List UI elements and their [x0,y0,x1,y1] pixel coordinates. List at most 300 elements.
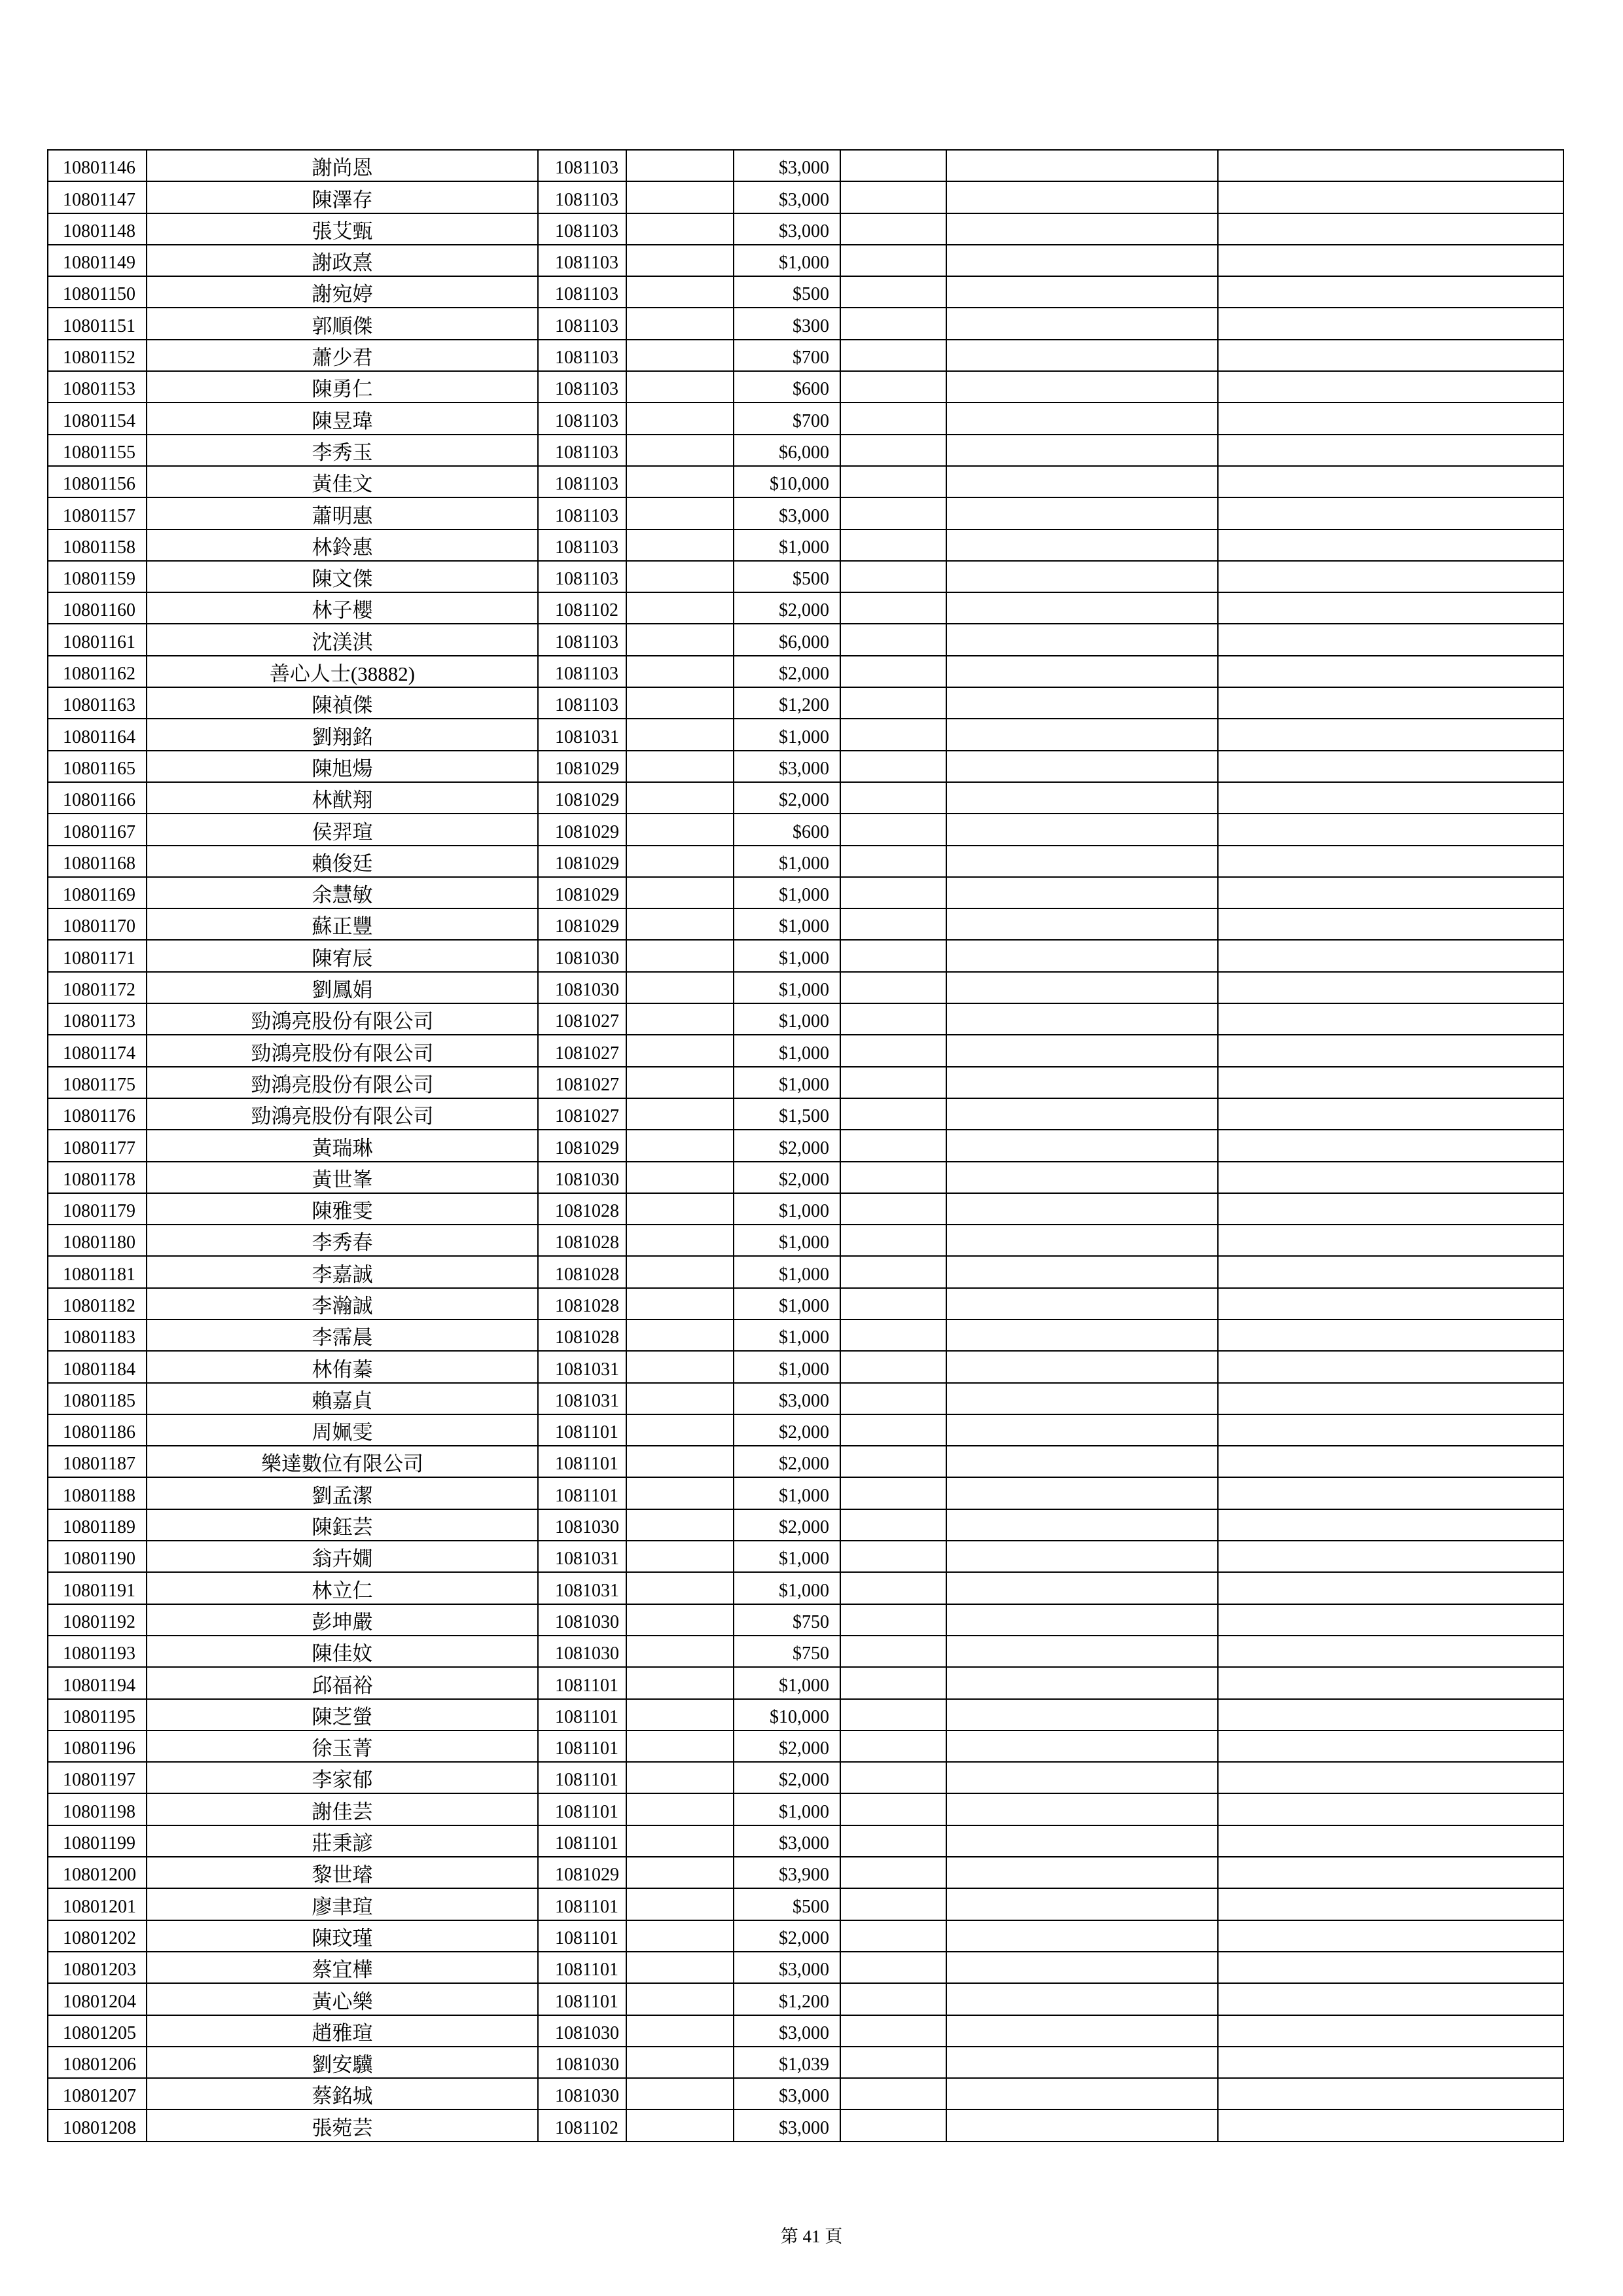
blank-cell [947,308,1219,340]
blank-cell [841,688,947,719]
blank-cell [947,498,1219,529]
name-cell: 黃佳文 [147,467,539,498]
amount-cell: $1,000 [734,973,841,1004]
date-cell: 1081101 [539,1478,627,1509]
record-id-cell: 10801192 [48,1605,147,1636]
blank-cell [841,751,947,783]
blank-cell [1219,1035,1564,1067]
date-cell: 1081029 [539,909,627,941]
blank-cell [627,2079,734,2110]
blank-cell [627,340,734,372]
table-row [48,1225,1564,1257]
blank-cell [841,182,947,213]
blank-cell [947,245,1219,277]
record-id-cell: 10801163 [48,688,147,719]
blank-cell [947,1415,1219,1446]
blank-cell [627,1415,734,1446]
table-row [48,530,1564,562]
blank-cell [947,1605,1219,1636]
blank-cell [1219,1984,1564,2015]
table-row [48,1857,1564,1889]
date-cell: 1081028 [539,1225,627,1257]
blank-cell [841,1352,947,1383]
amount-cell: $500 [734,562,841,593]
blank-cell [1219,1162,1564,1194]
table-row [48,308,1564,340]
table-row [48,2079,1564,2110]
amount-cell: $3,000 [734,1384,841,1415]
amount-cell: $1,000 [734,1225,841,1257]
amount-cell: $1,000 [734,878,841,909]
record-id-cell: 10801181 [48,1257,147,1288]
blank-cell [947,1700,1219,1731]
table-row [48,1384,1564,1415]
table-row [48,1541,1564,1573]
record-id-cell: 10801199 [48,1826,147,1857]
amount-cell: $1,000 [734,1035,841,1067]
blank-cell [841,624,947,656]
date-cell: 1081103 [539,403,627,435]
blank-cell [1219,1636,1564,1668]
amount-cell: $300 [734,308,841,340]
blank-cell [841,1510,947,1541]
date-cell: 1081027 [539,1067,627,1099]
blank-cell [841,1004,947,1035]
amount-cell: $600 [734,814,841,846]
date-cell: 1081103 [539,182,627,213]
blank-cell [627,1921,734,1952]
blank-cell [627,1889,734,1920]
blank-cell [1219,1921,1564,1952]
table-row [48,1984,1564,2015]
table-row [48,624,1564,656]
blank-cell [947,656,1219,688]
blank-cell [1219,783,1564,814]
record-id-cell: 10801183 [48,1320,147,1352]
blank-cell [947,340,1219,372]
table-row [48,1700,1564,1731]
amount-cell: $1,000 [734,1320,841,1352]
blank-cell [841,1478,947,1509]
record-id-cell: 10801157 [48,498,147,529]
name-cell: 林鈴惠 [147,530,539,562]
table-row [48,719,1564,751]
table-row [48,2016,1564,2047]
blank-cell [947,1257,1219,1288]
blank-cell [627,1541,734,1573]
name-cell: 陳鈺芸 [147,1510,539,1541]
blank-cell [1219,182,1564,213]
blank-cell [947,1320,1219,1352]
blank-cell [841,1636,947,1668]
blank-cell [627,593,734,624]
record-id-cell: 10801170 [48,909,147,941]
name-cell: 廖聿瑄 [147,1889,539,1920]
date-cell: 1081101 [539,1921,627,1952]
blank-cell [627,308,734,340]
date-cell: 1081028 [539,1194,627,1225]
blank-cell [841,435,947,467]
blank-cell [1219,530,1564,562]
amount-cell: $3,900 [734,1857,841,1889]
blank-cell [841,1130,947,1162]
date-cell: 1081030 [539,1162,627,1194]
table-row [48,656,1564,688]
name-cell: 趙雅瑄 [147,2016,539,2047]
blank-cell [841,214,947,245]
blank-cell [947,1952,1219,1984]
record-id-cell: 10801160 [48,593,147,624]
name-cell: 李秀玉 [147,435,539,467]
table-row [48,1636,1564,1668]
amount-cell: $3,000 [734,151,841,182]
blank-cell [947,1384,1219,1415]
blank-cell [627,1320,734,1352]
blank-cell [841,1573,947,1604]
blank-cell [1219,403,1564,435]
date-cell: 1081103 [539,277,627,308]
blank-cell [1219,1257,1564,1288]
blank-cell [947,1984,1219,2015]
blank-cell [1219,151,1564,182]
blank-cell [627,688,734,719]
record-id-cell: 10801168 [48,846,147,878]
amount-cell: $700 [734,340,841,372]
blank-cell [947,1478,1219,1509]
name-cell: 陳昱瑋 [147,403,539,435]
name-cell: 周姵雯 [147,1415,539,1446]
blank-cell [627,1952,734,1984]
blank-cell [1219,1099,1564,1130]
blank-cell [1219,719,1564,751]
amount-cell: $2,000 [734,1415,841,1446]
date-cell: 1081029 [539,1130,627,1162]
record-id-cell: 10801156 [48,467,147,498]
blank-cell [947,1573,1219,1604]
amount-cell: $1,000 [734,719,841,751]
blank-cell [947,941,1219,972]
name-cell: 陳文傑 [147,562,539,593]
blank-cell [627,1636,734,1668]
name-cell: 李嘉誠 [147,1257,539,1288]
blank-cell [627,2016,734,2047]
blank-cell [1219,245,1564,277]
blank-cell [947,1541,1219,1573]
date-cell: 1081028 [539,1320,627,1352]
blank-cell [627,1510,734,1541]
table-row [48,1731,1564,1763]
blank-cell [627,783,734,814]
record-id-cell: 10801150 [48,277,147,308]
blank-cell [1219,814,1564,846]
blank-cell [627,941,734,972]
blank-cell [841,1605,947,1636]
table-row [48,1826,1564,1857]
table-row [48,1099,1564,1130]
amount-cell: $1,000 [734,245,841,277]
table-row [48,814,1564,846]
table-row [48,846,1564,878]
record-id-cell: 10801179 [48,1194,147,1225]
name-cell: 樂達數位有限公司 [147,1446,539,1478]
blank-cell [841,2047,947,2079]
name-cell: 林猷翔 [147,783,539,814]
blank-cell [841,340,947,372]
date-cell: 1081103 [539,372,627,403]
amount-cell: $1,200 [734,688,841,719]
table-row [48,1952,1564,1984]
name-cell: 莊秉諺 [147,1826,539,1857]
blank-cell [947,372,1219,403]
date-cell: 1081030 [539,941,627,972]
blank-cell [627,719,734,751]
record-id-cell: 10801208 [48,2110,147,2142]
date-cell: 1081103 [539,688,627,719]
blank-cell [841,1763,947,1794]
name-cell: 劉鳳娟 [147,973,539,1004]
blank-cell [841,1826,947,1857]
name-cell: 黎世璿 [147,1857,539,1889]
blank-cell [841,909,947,941]
name-cell: 謝宛婷 [147,277,539,308]
name-cell: 李瀚誠 [147,1289,539,1320]
blank-cell [841,973,947,1004]
record-id-cell: 10801167 [48,814,147,846]
date-cell: 1081103 [539,562,627,593]
table-row [48,1194,1564,1225]
date-cell: 1081029 [539,751,627,783]
table-row [48,1794,1564,1825]
date-cell: 1081103 [539,624,627,656]
table-row [48,1921,1564,1952]
record-id-cell: 10801194 [48,1668,147,1699]
blank-cell [841,1225,947,1257]
blank-cell [1219,909,1564,941]
name-cell: 勁鴻亮股份有限公司 [147,1035,539,1067]
name-cell: 謝政熹 [147,245,539,277]
table-row [48,593,1564,624]
blank-cell [947,973,1219,1004]
name-cell: 邱福裕 [147,1668,539,1699]
blank-cell [947,1668,1219,1699]
table-row [48,688,1564,719]
blank-cell [947,1162,1219,1194]
blank-cell [1219,1826,1564,1857]
blank-cell [947,214,1219,245]
blank-cell [947,1794,1219,1825]
record-id-cell: 10801185 [48,1384,147,1415]
name-cell: 勁鴻亮股份有限公司 [147,1067,539,1099]
blank-cell [841,1289,947,1320]
blank-cell [841,1320,947,1352]
blank-cell [627,1067,734,1099]
amount-cell: $1,000 [734,1573,841,1604]
record-id-cell: 10801188 [48,1478,147,1509]
table-row [48,562,1564,593]
name-cell: 賴嘉貞 [147,1384,539,1415]
blank-cell [841,1541,947,1573]
blank-cell [947,593,1219,624]
date-cell: 1081101 [539,1763,627,1794]
blank-cell [1219,1067,1564,1099]
blank-cell [627,1984,734,2015]
blank-cell [947,2047,1219,2079]
amount-cell: $2,000 [734,1130,841,1162]
blank-cell [1219,308,1564,340]
record-id-cell: 10801180 [48,1225,147,1257]
blank-cell [627,1130,734,1162]
blank-cell [627,151,734,182]
date-cell: 1081103 [539,245,627,277]
record-id-cell: 10801203 [48,1952,147,1984]
table-row [48,1004,1564,1035]
name-cell: 陳雅雯 [147,1194,539,1225]
table-row [48,1478,1564,1509]
amount-cell: $3,000 [734,498,841,529]
blank-cell [627,1004,734,1035]
date-cell: 1081101 [539,1826,627,1857]
amount-cell: $3,000 [734,2079,841,2110]
blank-cell [1219,751,1564,783]
date-cell: 1081103 [539,435,627,467]
blank-cell [1219,1541,1564,1573]
blank-cell [1219,878,1564,909]
blank-cell [947,1731,1219,1763]
table-row [48,878,1564,909]
blank-cell [627,467,734,498]
record-id-cell: 10801187 [48,1446,147,1478]
date-cell: 1081101 [539,1668,627,1699]
blank-cell [947,1130,1219,1162]
blank-cell [841,846,947,878]
blank-cell [841,656,947,688]
blank-cell [947,435,1219,467]
blank-cell [947,403,1219,435]
blank-cell [841,1035,947,1067]
amount-cell: $1,500 [734,1099,841,1130]
record-id-cell: 10801173 [48,1004,147,1035]
name-cell: 張艾甄 [147,214,539,245]
blank-cell [627,814,734,846]
date-cell: 1081103 [539,214,627,245]
blank-cell [627,1794,734,1825]
date-cell: 1081101 [539,1984,627,2015]
amount-cell: $600 [734,372,841,403]
blank-cell [841,277,947,308]
record-id-cell: 10801176 [48,1099,147,1130]
record-id-cell: 10801191 [48,1573,147,1604]
record-id-cell: 10801201 [48,1889,147,1920]
blank-cell [627,1099,734,1130]
blank-cell [841,1067,947,1099]
amount-cell: $700 [734,403,841,435]
blank-cell [841,2110,947,2142]
record-id-cell: 10801196 [48,1731,147,1763]
table-row [48,751,1564,783]
blank-cell [841,1668,947,1699]
amount-cell: $1,000 [734,1352,841,1383]
blank-cell [627,1857,734,1889]
blank-cell [627,878,734,909]
amount-cell: $1,039 [734,2047,841,2079]
amount-cell: $3,000 [734,214,841,245]
name-cell: 郭順傑 [147,308,539,340]
amount-cell: $750 [734,1636,841,1668]
blank-cell [841,372,947,403]
date-cell: 1081028 [539,1289,627,1320]
blank-cell [627,1257,734,1288]
amount-cell: $1,000 [734,1257,841,1288]
amount-cell: $1,000 [734,909,841,941]
blank-cell [841,1415,947,1446]
record-id-cell: 10801159 [48,562,147,593]
table-row [48,783,1564,814]
record-id-cell: 10801178 [48,1162,147,1194]
record-id-cell: 10801147 [48,182,147,213]
name-cell: 陳澤存 [147,182,539,213]
date-cell: 1081027 [539,1004,627,1035]
blank-cell [627,182,734,213]
name-cell: 徐玉菁 [147,1731,539,1763]
amount-cell: $1,000 [734,1289,841,1320]
name-cell: 林侑蓁 [147,1352,539,1383]
date-cell: 1081031 [539,1541,627,1573]
name-cell: 蘇正豐 [147,909,539,941]
date-cell: 1081031 [539,1384,627,1415]
date-cell: 1081101 [539,1952,627,1984]
date-cell: 1081030 [539,973,627,1004]
name-cell: 黃瑞琳 [147,1130,539,1162]
table-row [48,1415,1564,1446]
blank-cell [947,182,1219,213]
blank-cell [947,277,1219,308]
date-cell: 1081031 [539,719,627,751]
blank-cell [1219,1004,1564,1035]
blank-cell [627,245,734,277]
blank-cell [841,1446,947,1478]
blank-cell [947,624,1219,656]
record-id-cell: 10801172 [48,973,147,1004]
amount-cell: $1,000 [734,1668,841,1699]
blank-cell [1219,277,1564,308]
record-id-cell: 10801148 [48,214,147,245]
blank-cell [1219,973,1564,1004]
record-id-cell: 10801166 [48,783,147,814]
blank-cell [627,846,734,878]
table-row [48,1605,1564,1636]
blank-cell [1219,1952,1564,1984]
date-cell: 1081027 [539,1035,627,1067]
record-id-cell: 10801154 [48,403,147,435]
name-cell: 黃心樂 [147,1984,539,2015]
blank-cell [1219,1605,1564,1636]
amount-cell: $2,000 [734,1731,841,1763]
table-row [48,1162,1564,1194]
date-cell: 1081103 [539,467,627,498]
record-id-cell: 10801197 [48,1763,147,1794]
blank-cell [1219,1668,1564,1699]
date-cell: 1081028 [539,1257,627,1288]
blank-cell [1219,1573,1564,1604]
blank-cell [1219,1415,1564,1446]
amount-cell: $1,000 [734,1067,841,1099]
record-id-cell: 10801149 [48,245,147,277]
name-cell: 賴俊廷 [147,846,539,878]
blank-cell [947,2079,1219,2110]
blank-cell [841,530,947,562]
table-row [48,2110,1564,2142]
name-cell: 謝佳芸 [147,1794,539,1825]
